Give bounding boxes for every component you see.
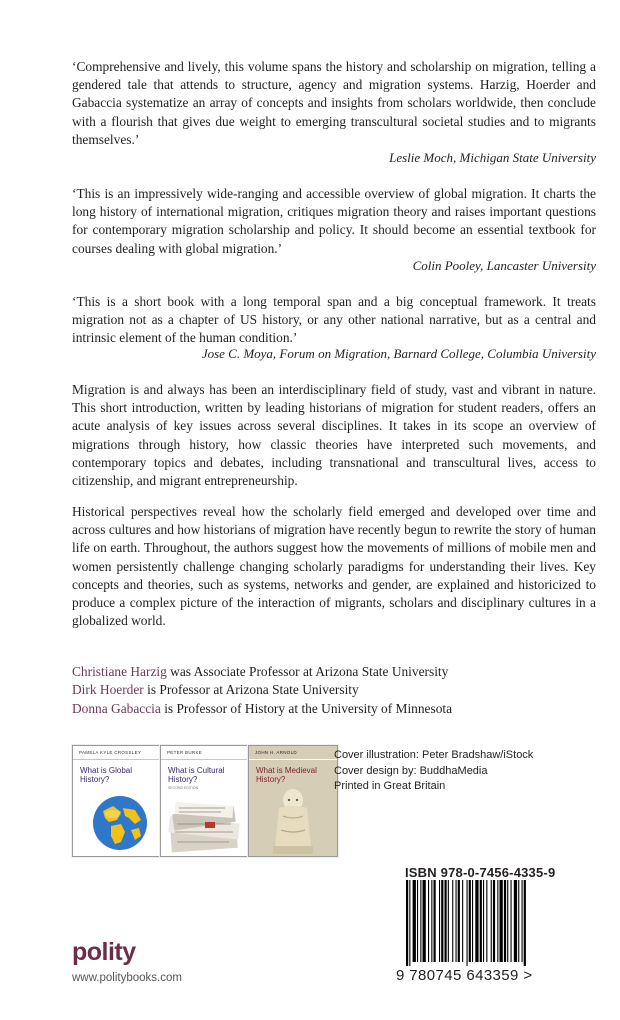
newspapers-icon xyxy=(165,798,245,854)
barcode-bar xyxy=(491,880,492,962)
barcode-bar xyxy=(417,880,418,962)
barcode-bar xyxy=(448,880,449,962)
barcode-bar xyxy=(472,880,473,962)
review-attribution-1: Leslie Moch, Michigan State University xyxy=(389,150,596,165)
barcode-bar xyxy=(467,880,468,966)
barcode-bar xyxy=(500,880,503,962)
barcode-bar xyxy=(406,880,408,966)
barcode xyxy=(400,880,570,966)
author-role: is Professor at Arizona State University xyxy=(143,682,359,698)
barcode-bar xyxy=(483,880,484,962)
cover-edition: SECOND EDITION xyxy=(168,786,199,790)
cover-author: JOHN H. ARNOLD xyxy=(255,750,297,755)
illustration-credit: Cover illustration: Peter Bradshaw/iStock xyxy=(334,749,534,761)
cover-author: PETER BURKE xyxy=(167,750,203,755)
publisher-logo: polity xyxy=(72,938,136,966)
author-bio xyxy=(72,700,452,718)
barcode-bar xyxy=(452,880,453,962)
barcode-digits: 9 780745 643359 > xyxy=(396,967,533,984)
series-cover-cultural-history xyxy=(160,745,250,857)
description-paragraph-1: Migration is and always has been an interdisciplinary field of study, vast and vibrant in nature. This short introduction, written by leading historians of migration for student readers, offers an acute analysis of key issues across several disciplines. It takes in its scope an overview of migrations through history, how classic theories have interpreted such movements, and contemporary topics and debates, including transnational and transcultural lives, access to citizenship, and migrant entrepreneurship. xyxy=(72,382,596,489)
publisher-url: www.politybooks.com xyxy=(72,972,182,984)
globe-icon xyxy=(91,794,149,852)
barcode-bar xyxy=(511,880,512,962)
barcode-bar xyxy=(441,880,443,962)
barcode-bar xyxy=(518,880,519,962)
cover-author: PAMELA KYLE CROSSLEY xyxy=(79,750,142,755)
isbn-label: ISBN 978-0-7456-4335-9 xyxy=(405,865,556,880)
barcode-bar xyxy=(493,880,495,962)
review-quote-1: ‘Comprehensive and lively, this volume spans the history and scholarship on migration, telling a gendered tale that attends to structure, agency and migration systems. Harzig, Hoerder and Gabaccia systematize an array of concepts and insights from scholars worldwide, then conclude with a flourish that gives due weight to emerging transcultural societal studies and to migrants themselves.’ xyxy=(72,59,596,147)
author-name: Dirk Hoerder xyxy=(72,682,144,698)
barcode-bar xyxy=(439,880,440,962)
design-credit: Cover design by: BuddhaMedia xyxy=(334,764,488,777)
barcode-bar xyxy=(497,880,498,962)
review-attribution-3: Jose C. Moya, Forum on Migration, Barnard College, Columbia University xyxy=(201,346,596,361)
barcode-bar xyxy=(428,880,429,962)
barcode-bar xyxy=(413,880,416,962)
barcode-bar xyxy=(462,880,463,962)
barcode-bar xyxy=(409,880,410,966)
series-cover-global-history xyxy=(72,745,162,857)
author-bio xyxy=(72,663,452,681)
barcode-bar xyxy=(431,880,432,962)
review-quote-2: ‘This is an impressively wide-ranging and accessible overview of global migration. It charts the long history of international migration, critiques migration theory and raises important questions for contemporary migration scholarship and policy. It should become an essential textbook for courses dealing with global migration.’ xyxy=(72,186,596,256)
cover-title: What is Global History? xyxy=(80,766,133,784)
review-quote-3: ‘This is a short book with a long temporal span and a big conceptual framework. It treats migration not as a chapter of US history, or any other national narrative, but as a central and intrinsic element of the human condition.’ xyxy=(72,294,596,346)
barcode-bar xyxy=(423,880,426,962)
author-bio xyxy=(72,681,452,699)
barcode-bar xyxy=(480,880,482,962)
review-attribution-2: Colin Pooley, Lancaster University xyxy=(412,258,596,273)
barcode-bar xyxy=(514,880,517,962)
barcode-bar xyxy=(469,880,471,962)
series-cover-medieval-history xyxy=(248,745,338,857)
cover-credits xyxy=(334,748,533,795)
description-paragraph-2: Historical perspectives reveal how the scholarly field emerged and developed over time and across cultures and how historians of migration have recently begun to rewrite the story of human life on earth. Throughout, the authors suggest how the movements of millions of mobile men and women persistently challenge changing scholarly paradigms for understanding their lives. Key concepts and theories, such as systems, networks and gender, are explained and historicized to produce a complex picture of the interaction of migrants, scholars and disciplinary cultures in a globalized world. xyxy=(72,504,596,629)
barcode-bar xyxy=(456,880,457,962)
author-bios xyxy=(72,663,452,718)
barcode-bar xyxy=(445,880,447,962)
chess-piece-icon xyxy=(267,786,319,856)
barcode-bar xyxy=(486,880,487,962)
cover-title: What is Cultural History? xyxy=(168,766,225,784)
author-role: was Associate Professor at Arizona State University xyxy=(166,664,449,679)
barcode-bar xyxy=(507,880,508,962)
barcode-bar xyxy=(475,880,478,962)
printed-credit: Printed in Great Britain xyxy=(334,780,446,793)
barcode-bar xyxy=(420,880,421,962)
author-name: Christiane Harzig xyxy=(72,664,167,679)
barcode-bar xyxy=(522,880,523,962)
author-name: Donna Gabaccia xyxy=(72,700,161,716)
barcode-bar xyxy=(458,880,460,962)
cover-title: What is Medieval History? xyxy=(256,766,317,784)
author-role: is Professor of History at the University of Minnesota xyxy=(160,700,453,716)
barcode-bar xyxy=(434,880,436,962)
barcode-bar xyxy=(504,880,506,962)
barcode-bar xyxy=(524,880,526,966)
